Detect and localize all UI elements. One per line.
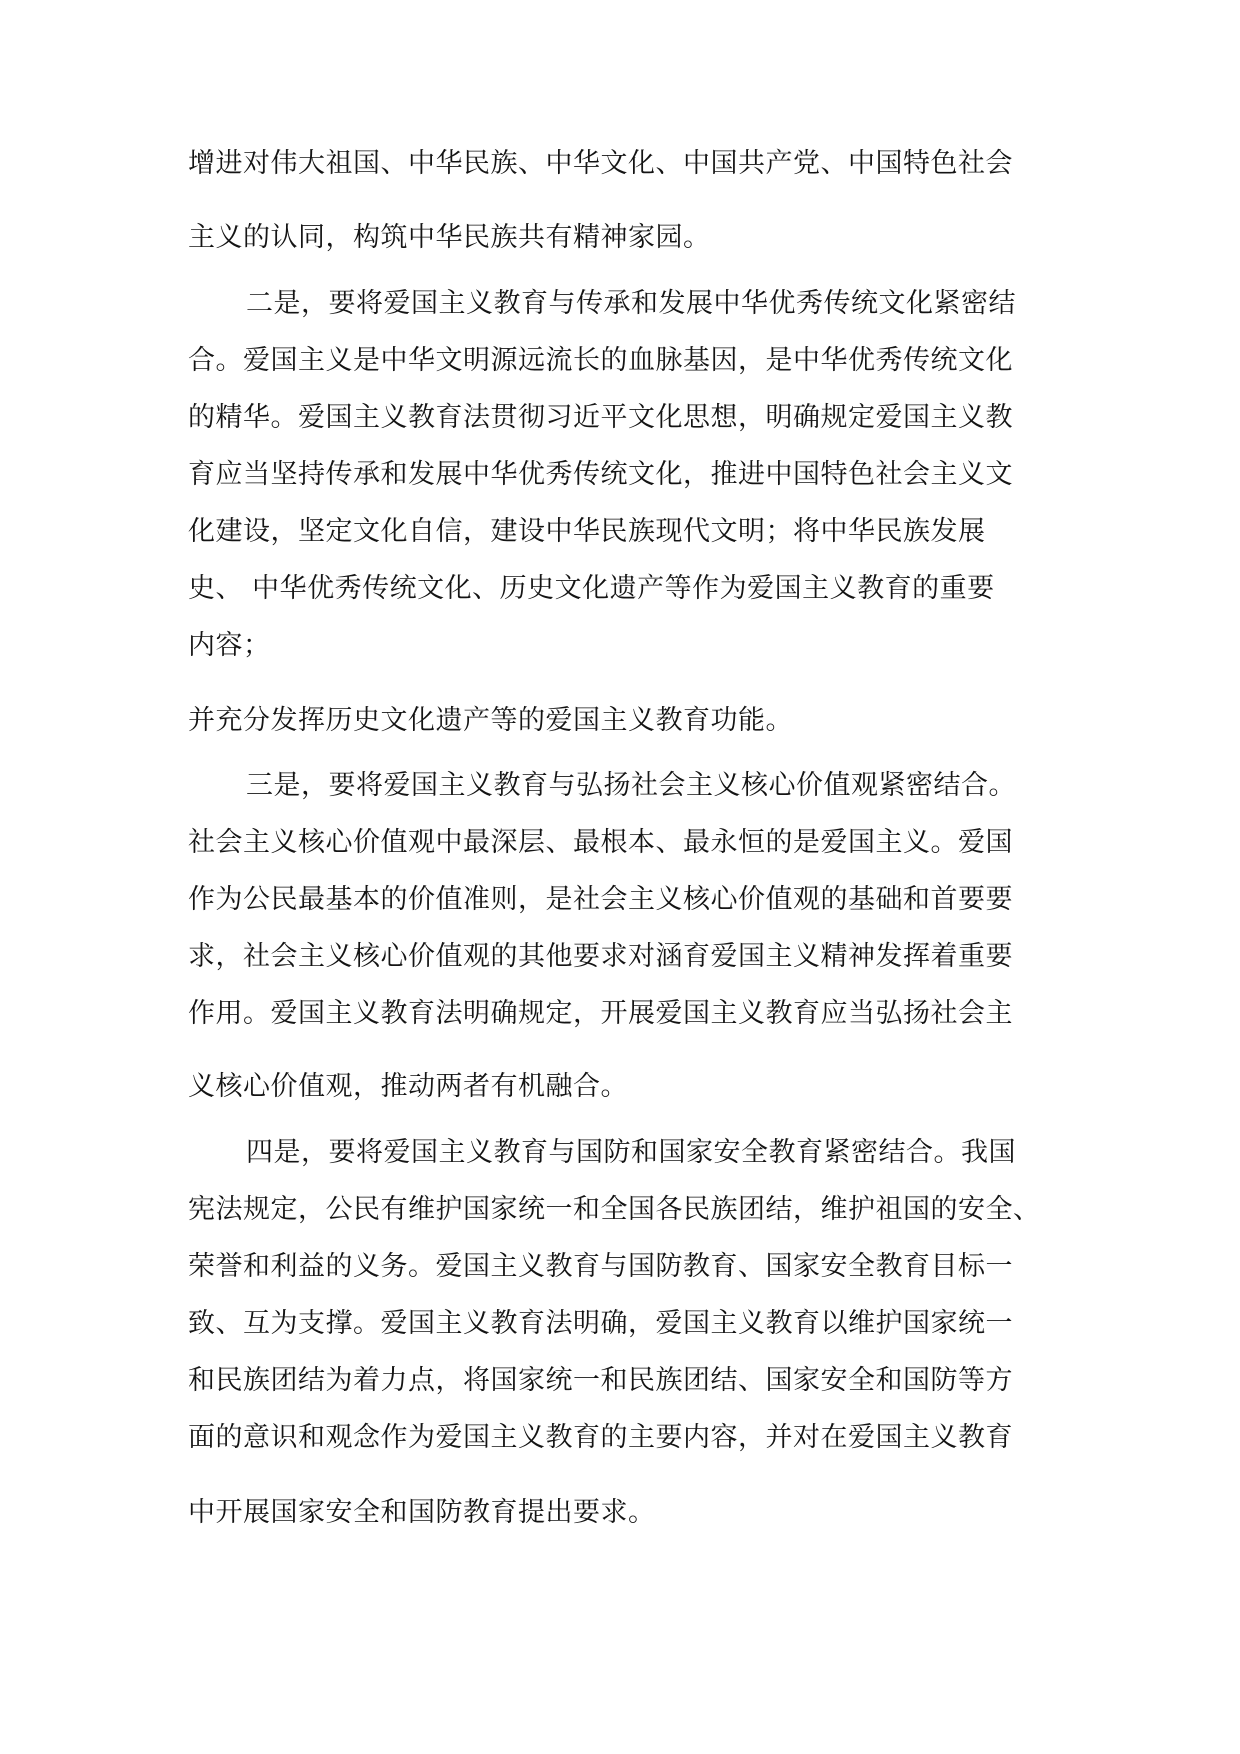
text-line: 作为公民最基本的价值准则，是社会主义核心价值观的基础和首要要 — [188, 884, 1013, 915]
text-line: 主义的认同，构筑中华民族共有精神家园。 — [188, 222, 711, 253]
text-line: 致、互为支撑。爱国主义教育法明确，爱国主义教育以维护国家统一 — [188, 1308, 1013, 1339]
text-line: 化建设，坚定文化自信，建设中华民族现代文明；将中华民族发展 — [188, 516, 986, 547]
text-line: 内容； — [188, 630, 271, 661]
text-line: 求，社会主义核心价值观的其他要求对涵育爱国主义精神发挥着重要 — [188, 941, 1013, 972]
paragraph-start-line: 三是，要将爱国主义教育与弘扬社会主义核心价值观紧密结合。 — [246, 770, 1016, 801]
paragraph-start-line: 四是，要将爱国主义教育与国防和国家安全教育紧密结合。我国 — [246, 1137, 1016, 1168]
text-line: 宪法规定，公民有维护国家统一和全国各民族团结，维护祖国的安全、 — [188, 1194, 1041, 1225]
paragraph-start-line: 二是，要将爱国主义教育与传承和发展中华优秀传统文化紧密结 — [246, 288, 1016, 319]
text-line: 和民族团结为着力点，将国家统一和民族团结、国家安全和国防等方 — [188, 1365, 1013, 1396]
text-line: 史、 中华优秀传统文化、历史文化遗产等作为爱国主义教育的重要 — [188, 573, 995, 604]
text-line: 社会主义核心价值观中最深层、最根本、最永恒的是爱国主义。爱国 — [188, 827, 1013, 858]
text-line: 中开展国家安全和国防教育提出要求。 — [188, 1497, 656, 1528]
text-line: 的精华。爱国主义教育法贯彻习近平文化思想，明确规定爱国主义教 — [188, 402, 1013, 433]
text-line: 面的意识和观念作为爱国主义教育的主要内容，并对在爱国主义教育 — [188, 1422, 1013, 1453]
text-line: 义核心价值观，推动两者有机融合。 — [188, 1071, 628, 1102]
text-line: 并充分发挥历史文化遗产等的爱国主义教育功能。 — [188, 705, 793, 736]
text-line: 育应当坚持传承和发展中华优秀传统文化，推进中国特色社会主义文 — [188, 459, 1013, 490]
text-line: 增进对伟大祖国、中华民族、中华文化、中国共产党、中国特色社会 — [188, 148, 1013, 179]
text-line: 作用。爱国主义教育法明确规定，开展爱国主义教育应当弘扬社会主 — [188, 998, 1013, 1029]
text-line: 荣誉和利益的义务。爱国主义教育与国防教育、国家安全教育目标一 — [188, 1251, 1013, 1282]
text-line: 合。爱国主义是中华文明源远流长的血脉基因，是中华优秀传统文化 — [188, 345, 1013, 376]
